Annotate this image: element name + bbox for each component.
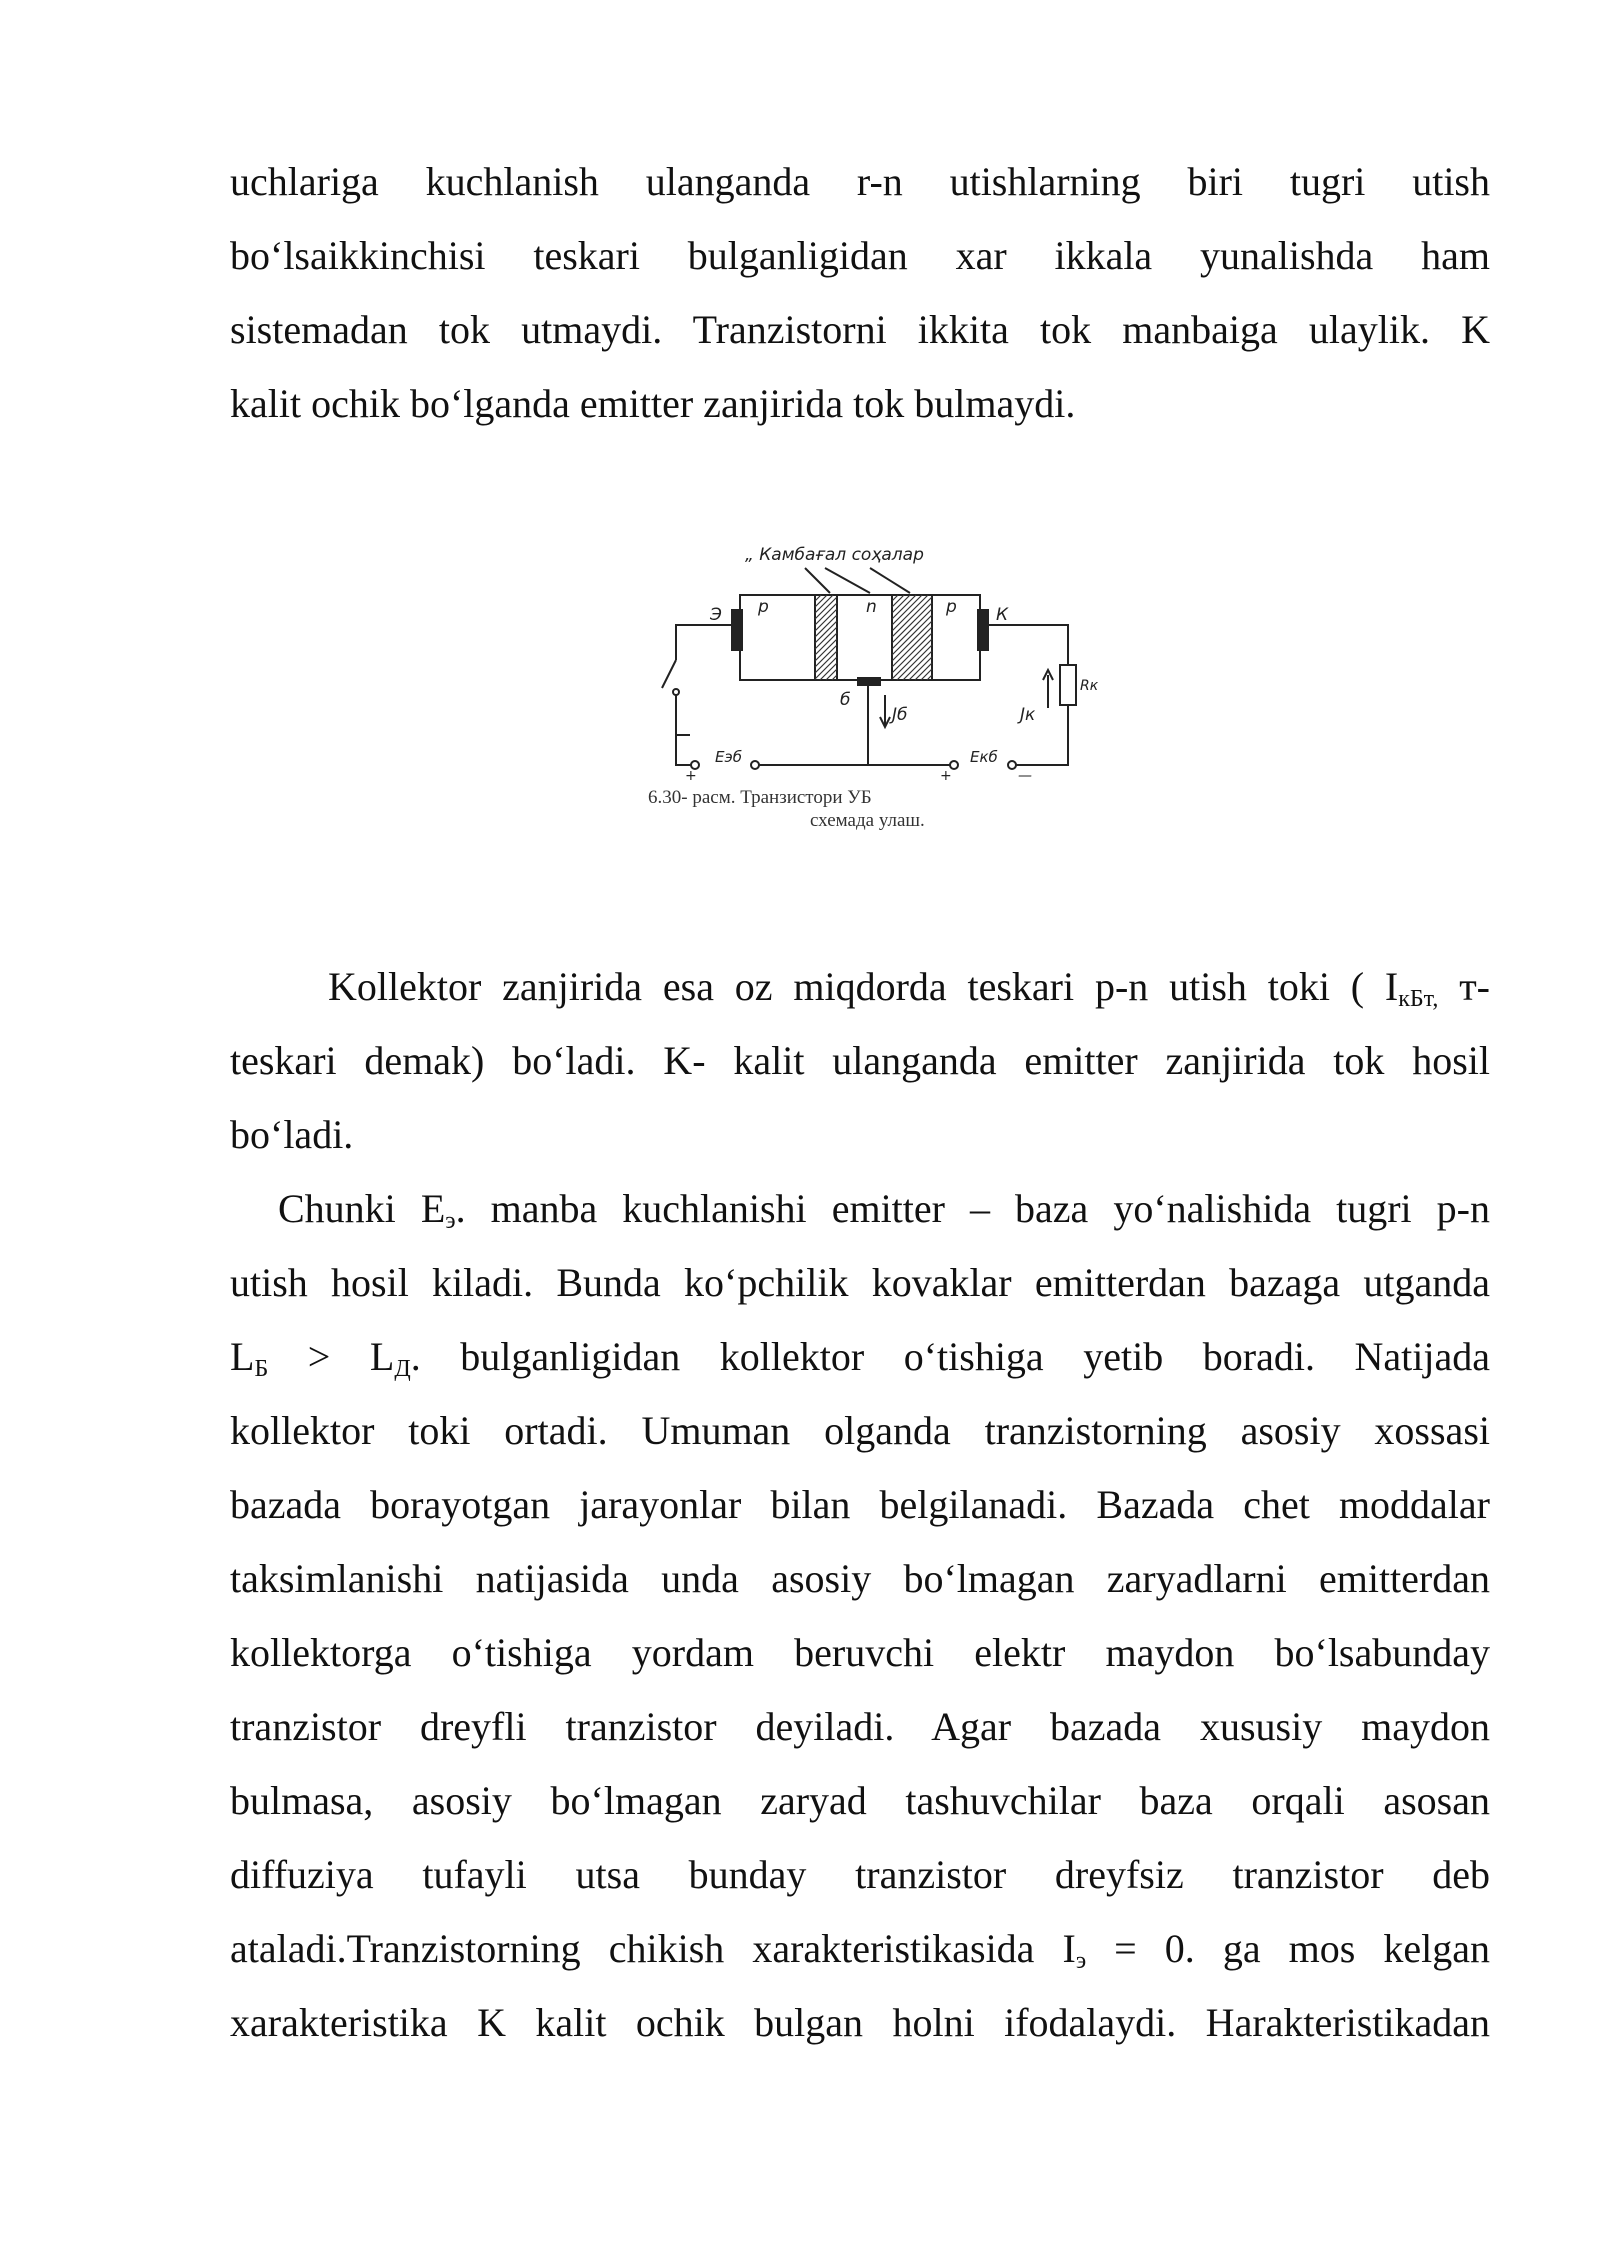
text-line: uchlariga kuchlanish ulanganda r-n utishlarning biri tugri utish: [230, 159, 1490, 204]
hatch-line: [826, 669, 837, 680]
hatch-line: [892, 639, 932, 679]
hatch-line: [892, 597, 932, 637]
hatch-line: [815, 603, 837, 625]
base-label: б: [840, 690, 851, 710]
collector-label: К: [996, 605, 1009, 625]
emitter-source-label: Eэб: [715, 748, 742, 766]
hatch-line: [815, 633, 837, 655]
hatch-line: [815, 615, 837, 637]
text-line: kalit ochik bo‘lganda emitter zanjirida tok bulmaydi.: [230, 381, 1076, 426]
text-line: xarakteristika K kalit ochik bulgan holni ifodalaydi. Harakteristikadan: [230, 2000, 1490, 2045]
text-line: utish hosil kiladi. Bunda ko‘pchilik kovaklar emitterdan bazaga utganda: [230, 1260, 1490, 1305]
circuit-diagram: [640, 530, 1100, 835]
text-line: bo‘lsaikkinchisi teskari bulganligidan xar ikkala yunalishda ham: [230, 233, 1490, 278]
text-line: bazada borayotgan jarayonlar bilan belgilanadi. Bazada chet moddalar: [230, 1482, 1490, 1527]
hatch-line: [921, 669, 932, 680]
hatch-line: [815, 651, 837, 673]
hatch-line: [892, 609, 932, 649]
collector-current-label: Jк: [1020, 705, 1036, 725]
paragraph-1: [230, 145, 1490, 441]
hatch-line: [815, 609, 837, 631]
plus-sign: +: [940, 768, 952, 784]
region-p-right: p: [946, 597, 957, 617]
hatch-line: [909, 657, 932, 680]
hatch-line: [892, 603, 932, 643]
hatch-line: [815, 639, 837, 661]
paragraph-3: [230, 1172, 1490, 2060]
collector-source-label: Eкб: [970, 748, 998, 766]
region-p-left: p: [758, 597, 769, 617]
hatch-line: [815, 621, 837, 643]
text-line: kollektor toki ortadi. Umuman olganda tranzistorning asosiy xossasi: [230, 1408, 1490, 1453]
text-line: Kollektor zanjirida esa oz miqdorda teskari p-n utish toki ( $I_{кБт,}$ т-: [328, 964, 1490, 1012]
hatch-line: [892, 627, 932, 667]
transistor-circuit-figure: [640, 530, 1100, 835]
minus-sign: —: [1018, 768, 1032, 784]
hatch-line: [892, 633, 932, 673]
hatch-line: [892, 595, 916, 619]
hatch-line: [892, 595, 922, 625]
text-line: sistemadan tok utmaydi. Tranzistorni ikkita tok manbaiga ulaylik. K: [230, 307, 1490, 352]
hatch-line: [815, 597, 837, 619]
text-line: bo‘ladi.: [230, 1112, 354, 1157]
text-line: Chunki $E_э$. manba kuchlanishi emitter – baza yo‘nalishida tugri p-n: [278, 1186, 1490, 1234]
hatch-line: [815, 627, 837, 649]
hatch-line: [815, 595, 827, 607]
paragraph-2: [230, 950, 1490, 1172]
text-line: bulmasa, asosiy bo‘lmagan zaryad tashuvchilar baza orqali asosan: [230, 1778, 1490, 1823]
text-line: $L_Б > L_Д$. bulganligidan kollektor o‘tishiga yetib boradi. Natijada: [230, 1334, 1490, 1382]
text-line: diffuziya tufayli utsa bunday tranzistor dreyfsiz tranzistor deb: [230, 1852, 1490, 1897]
text-line: teskari demak) bo‘ladi. K- kalit ulanganda emitter zanjirida tok hosil: [230, 1038, 1490, 1083]
hatch-line: [903, 651, 932, 680]
figure-caption-line2: схемада улаш.: [810, 810, 925, 831]
hatch-line: [815, 645, 837, 667]
figure-caption-line1: 6.30- расм. Транзистори УБ: [648, 787, 872, 808]
base-current-label: Jб: [892, 705, 908, 725]
region-n: n: [866, 597, 877, 617]
transistor-body: [740, 595, 980, 680]
text-line: kollektorga o‘tishiga yordam beruvchi elektr maydon bo‘lsabunday: [230, 1630, 1490, 1675]
hatch-line: [815, 657, 837, 679]
text-line: ataladi.Tranzistorning chikish xarakteristikasida $I_э = 0$. ga mos kelgan: [230, 1926, 1490, 1974]
header-label: „ Камбағал соҳалар: [745, 545, 924, 565]
hatch-line: [892, 595, 904, 607]
hatch-line: [892, 615, 932, 655]
emitter-label: Э: [710, 605, 722, 625]
hatch-line: [892, 621, 932, 661]
text-line: tranzistor dreyfli tranzistor deyiladi. Agar bazada xususiy maydon: [230, 1704, 1490, 1749]
plus-sign: +: [685, 768, 697, 784]
resistor-label: Rк: [1080, 678, 1099, 694]
text-line: taksimlanishi natijasida unda asosiy bo‘lmagan zaryadlarni emitterdan: [230, 1556, 1490, 1601]
